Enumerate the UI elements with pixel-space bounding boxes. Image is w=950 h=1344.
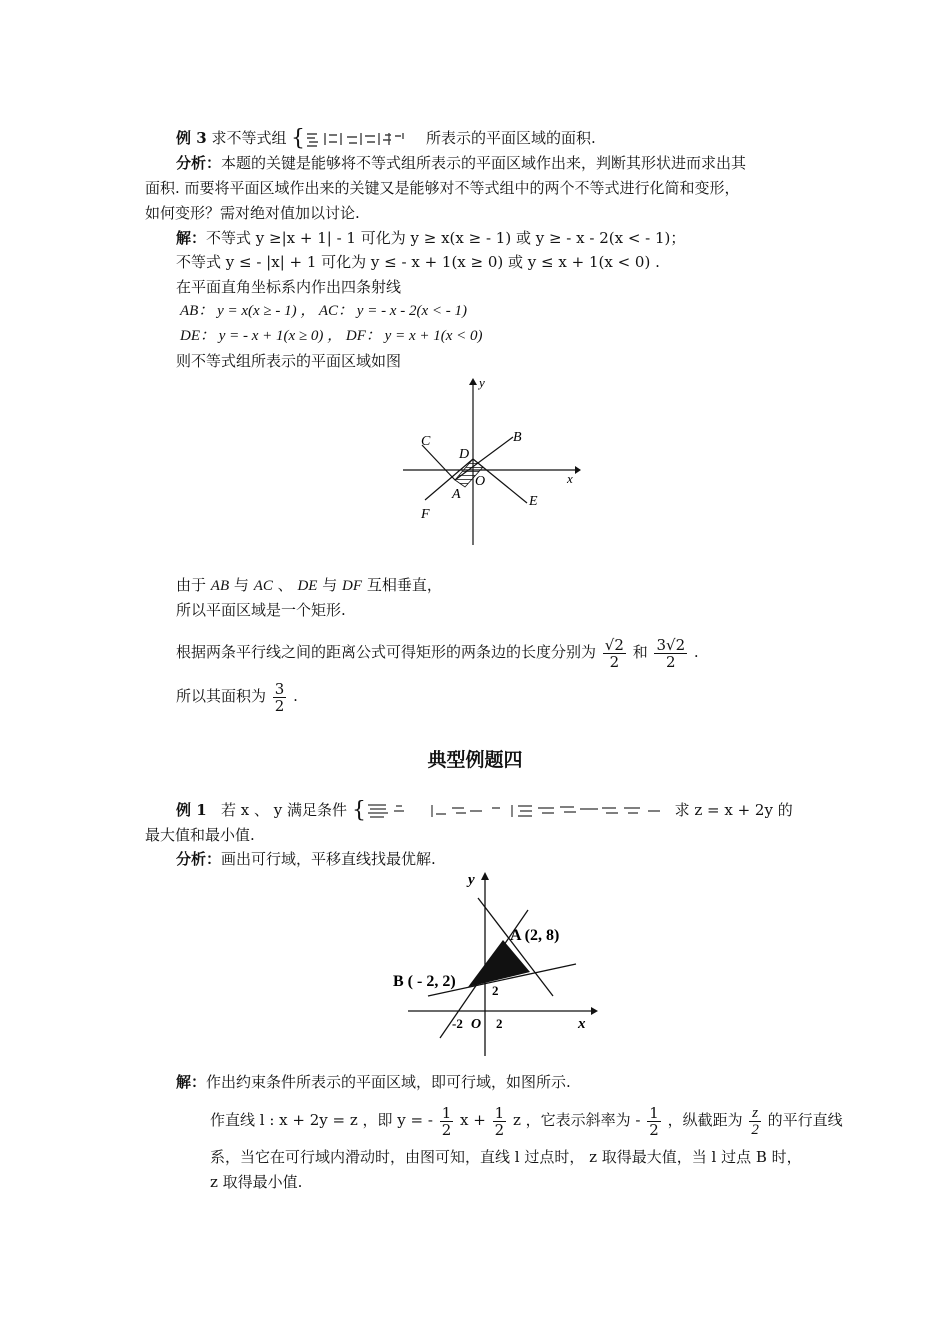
svg-text:{: { <box>351 800 366 822</box>
y-axis-arrow <box>481 872 489 880</box>
c1-DF: DF <box>342 578 363 594</box>
label-neg2: -2 <box>452 1016 463 1031</box>
c1-b: 与 <box>233 576 249 594</box>
fraction-half-3: $\frac{1}{2}$ <box>649 1103 659 1139</box>
ex1-question-pre: 若 x 、 y 满足条件 <box>220 801 347 819</box>
label-O: O <box>475 474 486 489</box>
ex3-solution-line3: 在平面直角坐标系内作出四条射线 <box>176 278 402 296</box>
ex3-rays-line1: AB： y = x(x ≥ - 1) ， AC： y = - x - 2(x < - 1) <box>180 303 467 319</box>
ex3-analysis-line3: 如何变形？需对绝对值加以讨论. <box>145 204 360 222</box>
ex1-solution-line1 <box>176 1072 571 1092</box>
ex3-conclusion-line3: 根据两条平行线之间的距离公式可得矩形的两条边的长度分别为 $\frac{√2}{2}$ 和 $\frac{3√2}{2}$ . <box>176 635 699 671</box>
ex3-conclusion-line2: 所以平面区域是一个矩形. <box>176 601 346 619</box>
ex3-solution-label: 解： <box>176 229 207 247</box>
c1-c: 、 <box>277 576 293 594</box>
ex3-question-pre: 求不等式组 <box>211 129 287 147</box>
label-O: O <box>471 1017 482 1032</box>
fraction-3-over-2: $\frac{3}{2}$ <box>274 679 285 715</box>
x-axis-arrow <box>591 1007 598 1015</box>
c1-AB: AB <box>210 578 230 594</box>
ex1-solution-text1: 作出约束条件所表示的平面区域，即可行域，如图所示. <box>206 1073 571 1091</box>
c1-AC: AC <box>253 578 273 594</box>
label-2-x: 2 <box>496 1016 503 1031</box>
ex3-conclusion-line4: 所以其面积为 $\frac{3}{2}$ . <box>176 679 298 715</box>
ex3-analysis-label: 分析： <box>176 154 222 172</box>
ex3-solution-line2: 不等式 y ≤ - |x| + 1 可化为 y ≤ - x + 1(x ≥ 0) 或 y ≤ x + 1(x < 0) . <box>176 253 660 271</box>
fraction-z-over-2: $\frac{z}{2}$ <box>751 1104 759 1138</box>
ex1-label: 例 1 <box>176 801 207 819</box>
y-axis-arrow <box>469 378 477 385</box>
ex1-analysis-text: 画出可行域，平移直线找最优解. <box>221 850 436 868</box>
ex3-solution-line4: 则不等式组所表示的平面区域如图 <box>176 352 402 370</box>
ex3-rays-line2: DE： y = - x + 1(x ≥ 0) ， DF： y = x + 1(x < 0) <box>180 328 483 344</box>
feasible-region <box>468 940 530 987</box>
ex3-label: 例 3 <box>176 129 207 147</box>
section-title: 典型例题四 <box>427 749 523 771</box>
label-A: A (2, 8) <box>510 927 560 944</box>
ex3-solution-line1 <box>176 228 685 248</box>
label-x: x <box>578 1016 586 1032</box>
label-x: x <box>567 471 573 486</box>
fraction-half-1: $\frac{1}{2}$ <box>441 1103 452 1139</box>
ex3-conclusion-line1 <box>176 575 442 596</box>
ray-AC <box>422 445 455 480</box>
ex3-system-garbled <box>291 128 421 150</box>
ex1-analysis <box>176 849 436 869</box>
x-axis-arrow <box>575 466 581 474</box>
ex1-question-line2: 最大值和最小值. <box>145 826 255 844</box>
label-B: B <box>513 430 522 445</box>
label-A: A <box>452 487 461 502</box>
label-C: C <box>421 434 431 449</box>
ex1-solution-label: 解： <box>176 1073 207 1091</box>
label-B: B ( - 2, 2) <box>393 973 456 990</box>
ex1-question-post: 求 z = x + 2y 的 <box>674 801 793 819</box>
c3-text: 根据两条平行线之间的距离公式可得矩形的两条边的长度分别为 <box>176 643 597 661</box>
fraction-sqrt2-over-2: $\frac{√2}{2}$ <box>604 635 624 671</box>
fraction-3sqrt2-over-2: $\frac{3√2}{2}$ <box>656 635 686 671</box>
label-E: E <box>529 494 538 509</box>
c3-and: 和 <box>632 643 648 661</box>
label-F: F <box>421 507 430 522</box>
ex3-analysis-line1 <box>176 153 746 173</box>
ex1-analysis-label: 分析： <box>176 850 222 868</box>
ex3-solution-text1: 不等式 y ≥|x + 1| - 1 可化为 y ≥ x(x ≥ - 1) 或 y ≥ - x - 2(x < - 1)； <box>206 229 686 247</box>
fraction-half-2: $\frac{1}{2}$ <box>494 1103 505 1139</box>
ex3-analysis-line2: 面积. 而要将平面区域作出来的关键又是能够对不等式组中的两个不等式进行化简和变形， <box>145 179 740 197</box>
c1-e: 互相垂直， <box>366 576 442 594</box>
label-2-y: 2 <box>492 983 499 998</box>
c1-d: 与 <box>322 576 338 594</box>
ex1-solution-line4: z 取得最小值. <box>210 1173 303 1191</box>
ex3-question <box>176 128 596 150</box>
svg-text:{: { <box>291 128 306 150</box>
c1-a: 由于 <box>176 576 207 594</box>
ex1-solution-line2: 作直线 l : x + 2y = z ，即 y = - $\frac{1}{2}$ x + $\frac{1}{2}$ z ，它表示斜率为 - $\frac{1}{2}$ ，纵截距为 $\frac{z}{2}$ 的平行直线 <box>210 1103 843 1139</box>
ex1-solution-line3: 系，当它在可行域内滑动时，由图可知，直线 l 过点时， z 取得最大值，当 l 过点 B 时， <box>210 1148 802 1166</box>
label-y: y <box>479 375 485 390</box>
c4-text: 所以其面积为 <box>176 687 267 705</box>
label-y: y <box>468 872 475 888</box>
ex3-question-post: 所表示的平面区域的面积. <box>426 129 596 147</box>
ex3-figure <box>395 375 585 550</box>
ex1-figure <box>388 868 603 1058</box>
ex1-system-garbled <box>352 800 670 822</box>
label-D: D <box>459 447 470 462</box>
c1-DE: DE <box>297 578 318 594</box>
ex3-analysis-text1: 本题的关键是能够将不等式组所表示的平面区域作出来，判断其形状进而求出其 <box>221 154 747 172</box>
ex1-question-line1 <box>176 800 793 822</box>
